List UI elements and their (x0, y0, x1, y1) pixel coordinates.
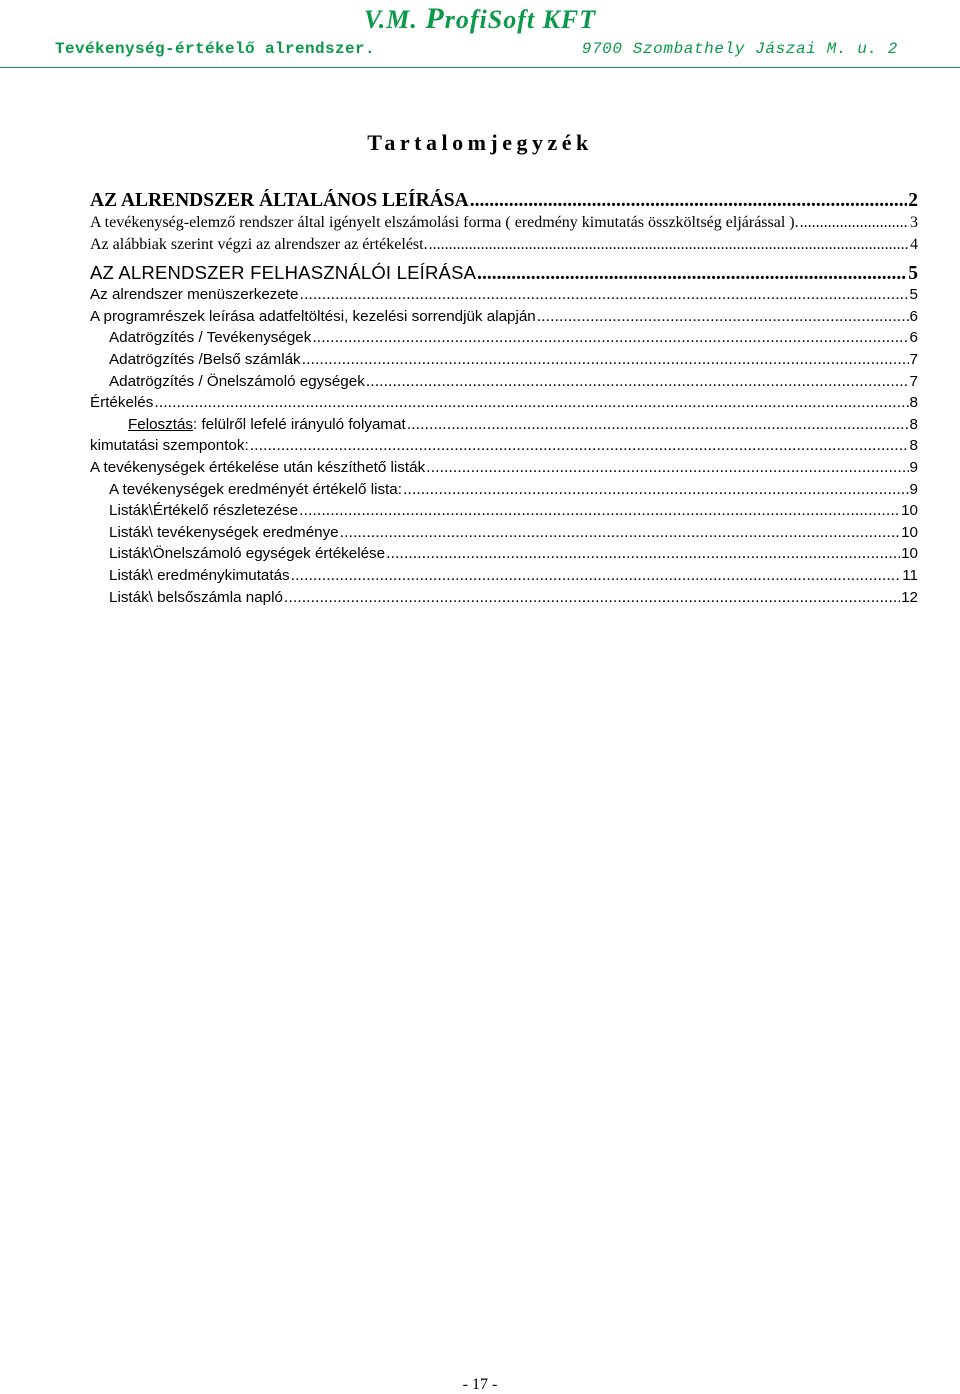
toc-entry[interactable]: Értékelés ..... 8 (90, 392, 918, 414)
page-header (0, 0, 960, 70)
toc-entry[interactable]: Listák\Önelszámoló egységek értékelése ..... 10 (90, 543, 918, 565)
toc-entry[interactable]: A programrészek leírása adatfeltöltési, kezelési sorrendjük alapján ..... 6 (90, 306, 918, 328)
toc-entry[interactable]: Listák\ belsőszámla napló ..... 12 (90, 587, 918, 609)
toc-entry[interactable]: Listák\ tevékenységek eredménye ..... 10 (90, 522, 918, 544)
toc-entry[interactable]: A tevékenységek értékelése után készíthető listák ..... 9 (90, 457, 918, 479)
toc-entry[interactable]: Listák\Értékelő részletezése ..... 10 (90, 500, 918, 522)
toc-entry[interactable]: A tevékenység-elemző rendszer által igényelt elszámolási forma ( eredmény kimutatás összköltség eljárással ). ..... 3 (90, 212, 918, 234)
header-divider (0, 67, 960, 68)
toc-entry[interactable]: A tevékenységek eredményét értékelő lista: ..... 9 (90, 479, 918, 501)
toc-entry[interactable]: Az alábbiak szerint végzi az alrendszer az értékelést. ..... 4 (90, 234, 918, 256)
toc-entry[interactable]: Felosztás: felülről lefelé irányuló folyamat ..... 8 (90, 414, 918, 436)
company-name: V.M. ProfiSoft KFT (363, 2, 597, 35)
toc-title: Tartalomjegyzék (367, 130, 593, 155)
table-of-contents (90, 189, 918, 608)
company-address: 9700 Szombathely Jászai M. u. 2 (581, 40, 898, 58)
toc-entry[interactable]: Adatrögzítés / Önelszámoló egységek ..... 7 (90, 371, 918, 393)
toc-entry[interactable]: Adatrögzítés / Tevékenységek ..... 6 (90, 327, 918, 349)
toc-entry[interactable]: kimutatási szempontok: ..... 8 (90, 435, 918, 457)
toc-entry[interactable]: AZ ALRENDSZER FELHASZNÁLÓI LEÍRÁSA ..... 5 (90, 261, 918, 284)
toc-entry[interactable]: Az alrendszer menüszerkezete ..... 5 (90, 284, 918, 306)
system-name: Tevékenység-értékelő alrendszer. (55, 40, 376, 58)
toc-entry[interactable]: Adatrögzítés /Belső számlák ..... 7 (90, 349, 918, 371)
toc-entry[interactable]: Listák\ eredménykimutatás ..... 11 (90, 565, 918, 587)
toc-entry[interactable]: AZ ALRENDSZER ÁLTALÁNOS LEÍRÁSA ..... 2 (90, 189, 918, 212)
page-number: - 17 - (462, 1376, 498, 1393)
